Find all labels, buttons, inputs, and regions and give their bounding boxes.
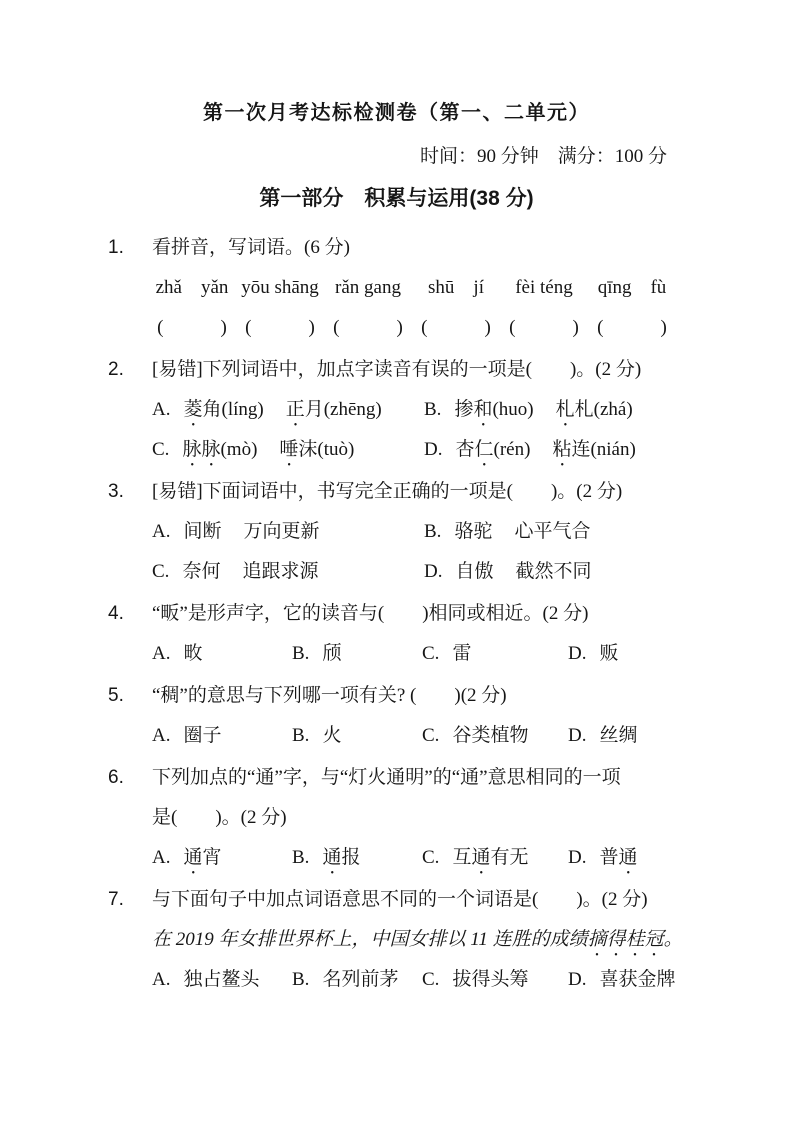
question-6-stem-line2: 是( )。(2 分) bbox=[152, 807, 287, 828]
question-7-stem: 与下面句子中加点词语意思不同的一个词语是( )。(2 分) bbox=[152, 889, 648, 910]
question-6-stem-line1: 下列加点的“通”字，与“灯火通明”的“通”意思相同的一项 bbox=[152, 767, 621, 788]
pinyin-item: zhǎ yǎn bbox=[155, 277, 229, 298]
question-5 bbox=[108, 676, 753, 756]
exam-meta: 时间：90 分钟 满分：100 分 bbox=[419, 146, 667, 167]
pinyin-item: fèi téng bbox=[515, 277, 573, 298]
option-d: D. 杏仁(rén) 粘连(nián) bbox=[424, 439, 636, 460]
page-header bbox=[0, 0, 793, 213]
answer-bracket: ( ) bbox=[245, 317, 315, 338]
options-row bbox=[152, 390, 753, 430]
question-6 bbox=[108, 758, 753, 878]
options-row bbox=[152, 716, 753, 756]
question-4-stem: “畈”是形声字，它的读音与( )相同或相近。(2 分) bbox=[152, 603, 589, 624]
answer-bracket: ( ) bbox=[421, 317, 491, 338]
question-2-stem: [易错]下列词语中，加点字读音有误的一项是( )。(2 分) bbox=[152, 359, 642, 380]
options-row bbox=[152, 634, 753, 674]
question-7 bbox=[108, 880, 753, 1000]
pinyin-row bbox=[148, 268, 676, 308]
exam-body bbox=[0, 213, 793, 1000]
exam-title: 第一次月考达标检测卷（第一、二单元） bbox=[203, 102, 590, 124]
question-3-stem: [易错]下面词语中，书写完全正确的一项是( )。(2 分) bbox=[152, 481, 623, 502]
option-c: C. 谷类植物 bbox=[422, 725, 529, 746]
pinyin-item: qīng fù bbox=[597, 277, 667, 298]
option-a: A. 通宵 bbox=[152, 847, 222, 868]
question-3-number: 3. bbox=[108, 481, 124, 502]
answer-bracket: ( ) bbox=[333, 317, 403, 338]
question-4-number: 4. bbox=[108, 603, 124, 624]
option-a: A. 间断 万向更新 bbox=[152, 521, 320, 542]
option-a: A. 圈子 bbox=[152, 725, 222, 746]
option-b: B. 名列前茅 bbox=[292, 969, 399, 990]
question-2 bbox=[108, 350, 753, 470]
option-a: A. 畋 bbox=[152, 643, 203, 664]
question-1-number: 1. bbox=[108, 237, 124, 258]
option-d: D. 丝绸 bbox=[568, 725, 638, 746]
option-a: A. 菱角(líng) 正月(zhēng) bbox=[152, 399, 382, 420]
option-d: D. 贩 bbox=[568, 643, 619, 664]
option-b: B. 掺和(huo) 札札(zhá) bbox=[424, 399, 633, 420]
option-d: D. 普通 bbox=[568, 847, 638, 868]
question-1 bbox=[108, 228, 753, 348]
option-c: C. 拔得头筹 bbox=[422, 969, 529, 990]
answer-bracket-row bbox=[148, 308, 676, 348]
question-1-stem: 看拼音，写词语。(6 分) bbox=[152, 237, 350, 258]
question-3 bbox=[108, 472, 753, 592]
option-b: B. 骆驼 心平气合 bbox=[424, 521, 591, 542]
options-row bbox=[152, 960, 753, 1000]
options-row bbox=[152, 552, 753, 592]
question-2-number: 2. bbox=[108, 359, 124, 380]
question-7-sentence: 在 2019 年女排世界杯上，中国女排以 11 连胜的成绩摘得桂冠。 bbox=[152, 929, 683, 950]
section-heading: 第一部分 积累与运用(38 分) bbox=[259, 187, 534, 210]
question-6-number: 6. bbox=[108, 767, 124, 788]
answer-bracket: ( ) bbox=[157, 317, 227, 338]
options-row bbox=[152, 512, 753, 552]
option-a: A. 独占鳌头 bbox=[152, 969, 260, 990]
options-row bbox=[152, 838, 753, 878]
question-4 bbox=[108, 594, 753, 674]
option-b: B. 火 bbox=[292, 725, 342, 746]
option-b: B. 颀 bbox=[292, 643, 342, 664]
pinyin-item: yōu shāng bbox=[241, 277, 319, 298]
answer-bracket: ( ) bbox=[597, 317, 667, 338]
option-d: D. 喜获金牌 bbox=[568, 969, 676, 990]
question-7-number: 7. bbox=[108, 889, 124, 910]
pinyin-item: shū jí bbox=[428, 277, 484, 298]
option-d: D. 自傲 截然不同 bbox=[424, 561, 592, 582]
option-b: B. 通报 bbox=[292, 847, 361, 868]
question-5-number: 5. bbox=[108, 685, 124, 706]
question-5-stem: “稠”的意思与下列哪一项有关? ( )(2 分) bbox=[152, 685, 507, 706]
options-row bbox=[152, 430, 753, 470]
answer-bracket: ( ) bbox=[509, 317, 579, 338]
option-c: C. 奈何 追跟求源 bbox=[152, 561, 319, 582]
option-c: C. 互通有无 bbox=[422, 847, 529, 868]
option-c: C. 脉脉(mò) 唾沫(tuò) bbox=[152, 439, 355, 460]
pinyin-item: rǎn gang bbox=[335, 277, 401, 298]
option-c: C. 雷 bbox=[422, 643, 472, 664]
